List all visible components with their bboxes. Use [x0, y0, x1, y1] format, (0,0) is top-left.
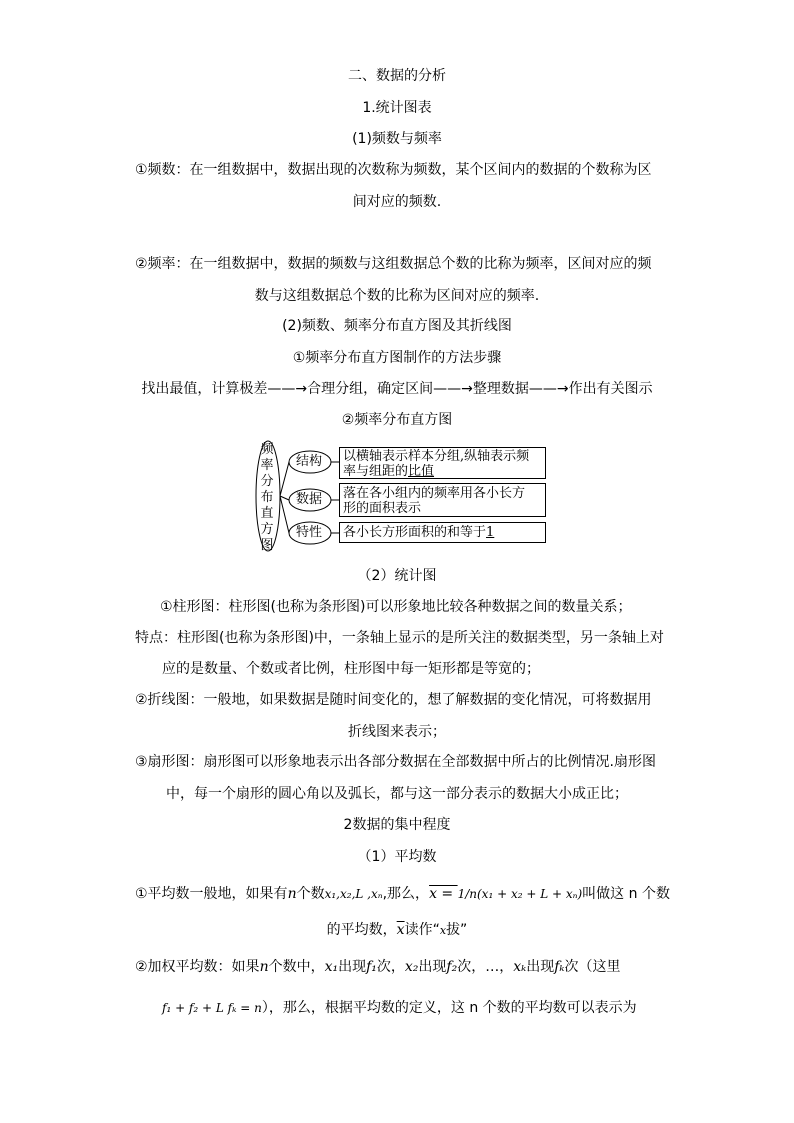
heading-statistical-graphs: （2）统计图: [357, 568, 437, 584]
mean-definition-line2: 的平均数，$\overline{x}$读作“x拔”: [326, 922, 468, 938]
bar-chart-definition: ①柱形图：柱形图(也称为条形图)可以形象地比较各种数据之间的数量关系；: [160, 599, 632, 615]
section-title: 二、数据的分析: [348, 68, 446, 84]
heading-histogram: (2)频数、频率分布直方图及其折线图: [282, 318, 512, 334]
diagram-desc-structure: 以横轴表示样本分组,纵轴表示频 率与组距的比值: [343, 449, 530, 479]
line-chart-definition-line1: ②折线图：一般地，如果数据是随时间变化的，想了解数据的变化情况，可将数据用: [135, 692, 652, 708]
paragraph-frequency-count-line1: ①频数：在一组数据中，数据出现的次数称为频数，某个区间内的数据的个数称为区: [135, 162, 652, 178]
diagram-desc-data: 落在各小组内的频率用各小长方 形的面积表示: [343, 486, 526, 516]
bar-chart-features-line2: 应的是数量、个数或者比例，柱形图中每一矩形都是等宽的；: [162, 661, 540, 677]
heading-frequency: (1)频数与频率: [352, 131, 442, 147]
frequency-histogram-diagram: [255, 440, 547, 556]
diagram-node-structure: 结构: [296, 454, 323, 469]
weighted-mean-line1: ②加权平均数：如果n个数中，x₁出现f₁次，x₂出现f₂次，…，xₖ出现fₖ次（这里: [135, 959, 621, 975]
pie-chart-definition-line2: 中，每一个扇形的圆心角以及弧长，都与这一部分表示的数据大小成正比；: [166, 786, 628, 802]
heading-mean: （1）平均数: [357, 849, 437, 865]
heading-central-tendency: 2数据的集中程度: [343, 817, 451, 833]
mean-definition-line1: ①平均数一般地，如果有n个数x₁,x₂,L ,xₙ,那么，x = 1/n(x₁ + x₂ + L + xₙ)叫做这 n 个数: [135, 886, 670, 902]
line-chart-definition-line2: 折线图来表示；: [348, 724, 446, 740]
diagram-node-data: 数据: [296, 492, 323, 507]
pie-chart-definition-line1: ③扇形图：扇形图可以形象地表示出各部分数据在全部数据中所占的比例情况.扇形图: [135, 754, 656, 770]
weighted-mean-line2: f₁ + f₂ + L fₖ = n），那么，根据平均数的定义，这 n 个数的平均数可以表示为: [162, 1000, 637, 1016]
histogram-steps-text: 找出最值，计算极差——→合理分组，确定区间——→整理数据——→作出有关图示: [141, 381, 653, 397]
diagram-desc-property: 各小长方形面积的和等于1: [343, 525, 495, 540]
heading-statistical-charts: 1.统计图表: [362, 100, 432, 116]
paragraph-frequency-rate-line2: 数与这组数据总个数的比称为区间对应的频率.: [254, 288, 540, 304]
paragraph-frequency-count-line2: 间对应的频数.: [352, 194, 442, 210]
bar-chart-features-line1: 特点：柱形图(也称为条形图)中，一条轴上显示的是所关注的数据类型，另一条轴上对: [135, 630, 664, 646]
diagram-node-property: 特性: [296, 525, 323, 540]
heading-histogram-steps: ①频率分布直方图制作的方法步骤: [292, 350, 502, 366]
diagram-root-label: 频 率 分 布 直 方 图: [260, 442, 274, 553]
paragraph-frequency-rate-line1: ②频率：在一组数据中，数据的频数与这组数据总个数的比称为频率，区间对应的频: [135, 256, 652, 272]
heading-frequency-histogram: ②频率分布直方图: [341, 412, 453, 428]
